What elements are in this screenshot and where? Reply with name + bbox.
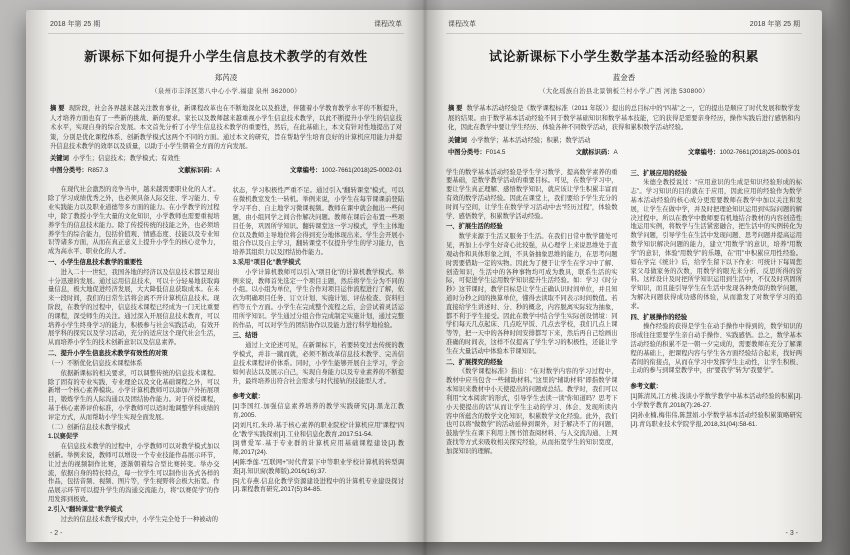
sub-heading: 3.采用“项目化”教学模式 — [232, 258, 301, 266]
abstract-text: 数学基本活动经验是《数学课程标准（2011 年版）》提出的总目标中的“四基”之一，它的提出是顺应了时代发展和数学发展的结果。由于数学基本活动经验不同于数学基础知识和数学基本技能，它的获得是需要亲身经历，操作实践后进行感悟和内化，因此在教学中要让学生经历、体验各种不同数学活动，获得和累积数学活动经验。 — [448, 105, 800, 132]
references-heading: 参考文献： — [232, 393, 264, 401]
column-label: 课程改革 — [374, 21, 402, 28]
journal-page-left — [26, 10, 424, 542]
issue-label: 2018 年第 25 期 — [50, 21, 101, 28]
reference-item: [1]陈清凤,江方桃.浅谈小学数学教学中基本活动经验的积累[J].小学数学教育,2018(7):26-27. — [630, 393, 802, 409]
journal-page-right — [424, 10, 822, 542]
article-author: 郑芮凌 — [214, 73, 238, 83]
abstract — [50, 104, 402, 151]
section-heading: 四、扩展操作的经验 — [630, 313, 688, 321]
body-paragraph: 《数学课程标准》指出：“在对数学内容的学习过程中，教材中应当包含一些辅助材料。”这里的“辅助材料”即指数学课本知识来教材中小天使提出的问题或总结。教学时，我们可以利用“文本阅读”的形式，引导学生去读一读“你知道吗？思考下小天使提出的话”从而让学生主动的学习、体会、发现所读内容中所蕴含的数学文化知识，积累数学文化经验。此外，我们也可以将“做数学”的活动延伸到课外，对于解决不了的问题，鼓励学生在课下利用上图书馆查阅材料、与人交流沟通、上网查找等方式来吸收相关探究经验，从而拓宽学生的知识宽度，加深知识的理解。 — [446, 368, 618, 455]
body-paragraph: 状态，学习积极性严重不足。通过引入“翻转课堂”模式，可以在微机教室发生一转机。举例来说，小学生在每节课课前登陆学习平台、自主地学习微课视频。教师在课中就会抛出一些问题，由小组同学之间合作解决问题。教师在课后会布置一些项目任务，巩固所学知识。翻转课堂这一学习模式，学生主体地位以及教师主导地位将会得到充分地体现出来。学生会开展小组合作以及自主学习，翻转课堂不仅提升学生的学习能力，也培养其组织力以及团结协作能力。 — [232, 187, 404, 257]
page-number: - 3 - — [785, 530, 798, 537]
body-column-2 — [631, 168, 803, 458]
body-paragraph: 操作经验的获得是学生在动手操作中得到的，数学知识的形成往往需要学生亲自动手操作、实践感悟。总之，数学基本活动经验的积累不是一朝一夕完成的，需要教师在充分了解课程的基础上，把课程内容与学生各方面经验结合起来，找好两者间的衔接点，从而在学习中发挥学生主动性，让学生积极、主动的参与到课堂教学中，由“要我学”转为“我要学”。 — [630, 323, 802, 375]
clc-number: 中图分类号：F014.5 — [448, 148, 506, 156]
abstract-label: 摘 要 — [50, 105, 65, 113]
body-paragraph: 进入二十一世纪，我国各地的经济以及信息技术都呈现出十分迅速的发展。通过运用信息技术，可以十分轻易地获取海量信息，极大地促进经济发展，大大降低信息获取成本。在未来一段时间，我们的日常生活将会离不开计算机信息技术。现阶段，在教学的过程中，信息技术课程已经成为一门无比重要的课程，深受师生的关注。通过深入开展信息技术教育，可以培养小学生终身学习的能力，积极参与社会实践活动，有效开展学科的探究以及学习活动，充分的适应这个现代社会生活，从而培养小学生的技术创新意识以及信息素养。 — [48, 268, 220, 347]
section-heading: 一、扩展生活的经验 — [446, 223, 503, 231]
section-heading: 一、小学生信息技术教学的重要性 — [48, 258, 143, 266]
body-paragraph: 通过上文论述可见，在新课标下，若要转变过去传统的教学模式，并非一蹴而就，必须不断改革信息技术教学、完善信息技术课程评价体系。同时，小学生能够开展自主学习，学会如何表达以及展示自己，实现自身能力以及专业素养的不断提升，最终培养出符合社会需求与时代接轨的技能型人才。 — [232, 342, 404, 385]
reference-item: [2]孙业楠,梅伟伟,陈慧娟.小学数学基本活动经验积累策略研究[J].青岛职业技术学院学报,2018,31(04):58-61. — [630, 411, 802, 428]
reference-item: [5]尤春燕.信息化教学资源建设进程中的计算机专业建设探讨[J].课程教育研究,2017(5):84-85. — [232, 477, 404, 494]
document-code: 文献标识码：A — [178, 167, 221, 175]
reference-item: [4]陈季莲.“互联网+”时代背景下中等职业学校计算机的转型调查[J].知识窗(教师版),2016(16):37. — [232, 459, 404, 475]
references-heading: 参考文献： — [630, 383, 662, 391]
reference-item: [3]曹爱军.基于专业群的计算机应用基础课程建设[J].教师,2017(24). — [232, 440, 404, 457]
article-title: 试论新课标下小学生数学基本活动经验的积累 — [488, 49, 759, 64]
body-paragraph: 在信息技术教学的过程中，小学教师可以对教学模式加以创新。举例来说，教师可以增设一个专业技能作品展示环节，让过去的视频制作比赛，逐渐朝着综合型比赛转变。举办交流，依据自身的特长特点，每一位学生可以制作出各式各样的作品，包括音频、视频、图片等，学生视野将会极大拓宽。作品展示环节可以提升学生的沟通交流能力，将“以赛促学”的作用发挥到极致。 — [48, 443, 220, 504]
abstract — [448, 104, 800, 132]
article-meta-row — [448, 147, 800, 156]
section-heading: 二、扩展探究的经验 — [446, 358, 503, 366]
issue-label: 2018 年第 25 期 — [749, 21, 800, 28]
keywords-text: 小学生；信息技术；教学模式；有效性 — [72, 155, 180, 163]
body-column-2 — [233, 186, 405, 525]
article-id: 文章编号：1002-7661(2018)25-0003-01 — [687, 148, 800, 156]
page-header — [48, 17, 404, 34]
keywords-row — [50, 153, 402, 162]
section-heading: 三、扩展应用的经验 — [630, 169, 688, 177]
journal-spread — [26, 10, 822, 542]
body-paragraph: 学生的数学基本活动经验是学生学习数学、提高数学素养的重要基础，是数学教学活动的重要目标。可见，在数学学习中，要让学生真正理解、感悟数学知识，就应该让学生积累丰富而有效的数学活动经验。因此在课堂上，我们要给予学生充分的时间与空间，让学生在数学学习活动中去“经历过程”，体验数学、感悟数学，积累数学活动经验。 — [446, 168, 618, 220]
article-meta-row — [50, 165, 402, 174]
section-heading: 三、结语 — [232, 332, 258, 340]
author-affiliation: （泉州市丰泽区第八中心小学,福建 泉州 362000） — [151, 88, 301, 96]
document-code: 文献标识码：A — [575, 148, 618, 156]
body-paragraph: （一）不断优化信息技术课程体系 — [48, 359, 143, 367]
reference-item: [1]李国红.加强信息素养培养的教学实践研究[J].黑龙江教育,2005. — [232, 403, 404, 419]
body-columns — [446, 168, 802, 458]
body-column-1 — [48, 186, 220, 525]
keywords-label: 关键词 — [448, 136, 467, 144]
page-header — [446, 17, 802, 34]
page-number: - 2 - — [50, 530, 63, 537]
keywords-label: 关键词 — [50, 155, 69, 163]
body-paragraph: 数学来源于生活又服务于生活。在我们日常中数学随处可见，再加上小学生好奇心比较强，从心理学上来说思维处于直观动作和具体形象之间，不具备抽象思维的能力，在思考问题时需要借助一定的实物。因此为了便于让学生在学习中了解、创造知识，生活中的各种事物均可成为教具，联系生活的实际，可促进学生运用数学知识提升生活经验。如：学习《时分秒》这节课时，教学目标是让学生正确认识时间单位，并且知道时分秒之间的换算单位，懂得去读取不同表示时间数值。若直接给学生讲述时、分、秒的概念，内容脱离实际较为抽象，都不利于学生接受。因此在教学中结合学生实际创设情境：同学们每天几点起床、几点吃早饭、几点去学校，我们几点上课等等，把一天中的各种时间安排都写下来，然后再自己绘画出准确的时间表，这样不仅提高了学生学习的积极性，还能让学生在大量活动中体验本节课知识。 — [446, 233, 618, 355]
clc-number: 中图分类号：R857.3 — [50, 167, 109, 175]
sub-heading: 2.引入“翻转课堂”教学模式 — [48, 505, 123, 513]
author-affiliation: （大化瑶族自治县北景镇板兰村小学,广西 河池 530800） — [539, 88, 709, 96]
keywords-text: 小学数学；基本活动经验；积累；数学活动 — [470, 136, 591, 144]
abstract-text: 现阶段，社会各界越来越关注教育事业，新课程改革也在不断地深化以及推进，伴随着小学教育教学水平的不断提升，人才培养方面也有了一些新的挑战、新的要求。家长以及教师越来越重视小学生信息技术教学，以此不断提升小学生的信息技术水平，实现自身的综合发展。本文首先分析了小学生信息技术教学的重要性，然后，在此基础上，本文有针对性地提出了对策，分别是优化课程体系、创新教学模式这两个不同的方面。通过本文的研究，旨在帮助学生培育良好的计算机应用能力并提升信息技术教学的效率以及质量，以助于小学生朝着全方面的方向发展。 — [50, 105, 403, 150]
article-author: 蓝金香 — [612, 73, 636, 83]
body-columns — [48, 186, 404, 525]
body-paragraph: 过去的信息技术教学模式中，小学生完全处于一种被动的 — [60, 515, 219, 523]
body-paragraph: 朱德全教授说过：“应用意识的生成是知识经验形成的标志”。学习知识的目的就在于应用，因此应用的经验作为数学基本活动经验的核心成分更需要教师在教学中加以关注和发展，让学生在做中学，并及时把理论知识运用到实际问题的解决过程中。所以在教学中教师要有机地结合教材的内容创造性地运用实例，将数学与生活紧密融合，把生活中的实例转化为数学问题，引导学生在生活中发现问题、思考问题并提高运用数学知识解决问题的能力，建立“用数学”的意识，培养“用数学”的意识，体验“用数学”的乐趣，在“用”中积累应用性经验。如在学完《统计》后，给学生留下以下作业：可统计下每周您家父母做家务的次数，用数学的眼光来分析、反思所得的资料。这样设计及时把所学知识运用到生活中，不仅及时巩固所学知识，而且能引导学生在生活中发现各种类似的数学问题，为解决问题获得成功感的体验，从而激发了对数学学习的追求。 — [630, 179, 802, 310]
column-label: 课程改革 — [448, 21, 476, 28]
article-title: 新课标下如何提升小学生信息技术教学的有效性 — [84, 49, 368, 64]
body-paragraph: 在现代社会激烈的竞争当中，越来越需要职业化的人才。除了学习成绩优秀之外，也必须具备人际交往、学习能力、专业实践能力以及职业道德等多方面的能力。在小学教学的过程中，除了教授小学生大量的文化知识，小学教师也需要重视培养学生的信息技术能力。除了传授传统的技能之外，也必须培养学生的综合能力，包括价值观、情感态度、技能以及专业知识等诸多方面，从而在真正意义上提升小学生的核心竞争力，成为高水平、职业化的人才。 — [48, 186, 220, 256]
reference-item: [2]刘凡红,朱玲.基于核心素养的职业院校“计算机应用”课程“四化”教学实践探索[J].工业和信息化教育,2017:51-54. — [232, 421, 404, 438]
body-paragraph: 依据新课标的相关要求，可以调整传统的信息技术课程。除了固有的专业实践、专业理论以及文化基础课程之外，可以新增一个核心素养模块。小学计算机教师可以添加户外拓展项目，锻炼学生的人际沟通以及团结协作能力。对于所授课程，基于核心素养评价标准，小学教师可以适时地调整学科成绩的评定方式，从而帮助小学生实现全面发展。 — [48, 369, 220, 421]
body-paragraph: 小学计算机教师可以引入“项目化”的计算机教学模式。举例来说，教师首先选定一个项目主题，然后将学生分为不同的小组。以小组为单位，学生合作对项目运作流程进行了解，依次为明确项目任务、订立计划、实施计划、评估检查、资料归档等五个方面。小学生在完成整个流程之后，会尝试着灵活运用所学知识。学生通过分组合作完成制定实施计划，通过完整的作品，可以对学生的团结协作以及能力进行科学地检验。 — [232, 268, 404, 329]
article-id: 文章编号：1002-7661(2018)25-0002-01 — [289, 167, 402, 175]
body-column-1 — [446, 168, 618, 458]
keywords-row — [448, 135, 800, 144]
abstract-label: 摘 要 — [448, 105, 463, 113]
sub-heading: 1.以赛促学 — [48, 433, 79, 441]
body-paragraph: （二）创新信息技术教学模式 — [48, 423, 130, 431]
section-heading: 二、提升小学生信息技术教学有效性的对策 — [48, 350, 168, 358]
